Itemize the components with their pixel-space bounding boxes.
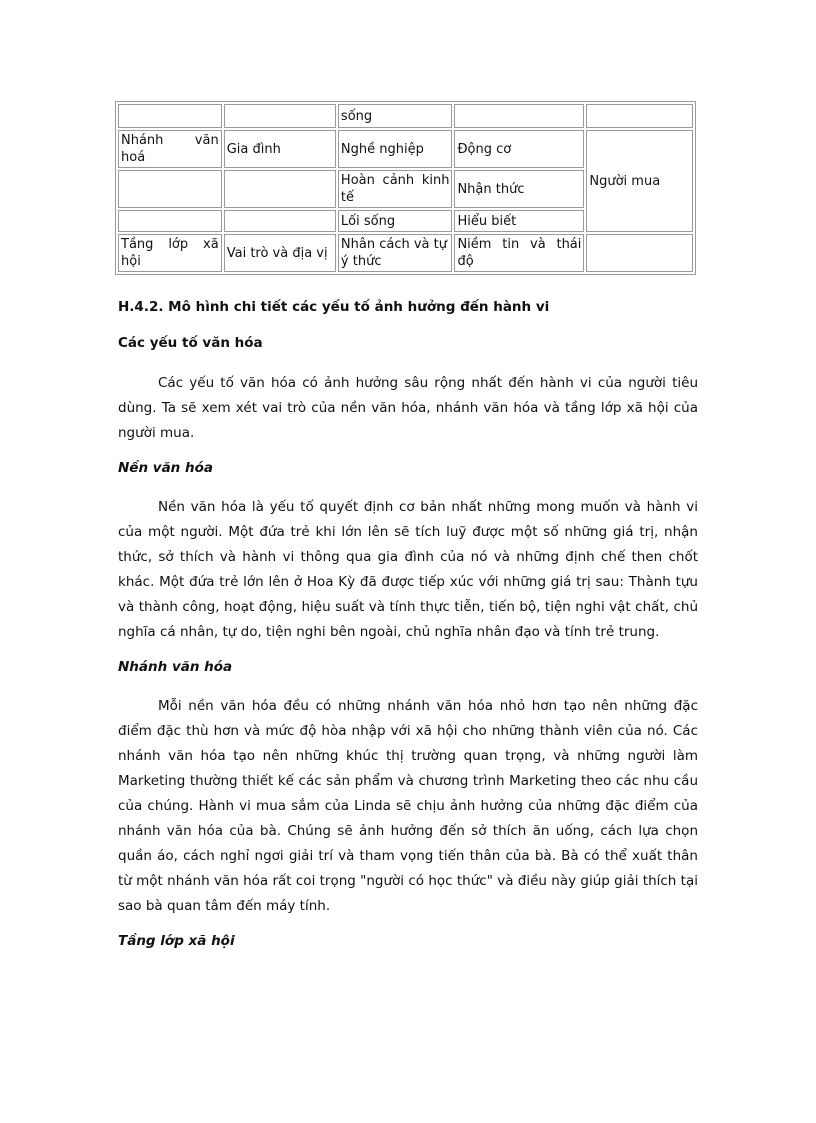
subsection-title: Tầng lớp xã hội — [118, 933, 235, 949]
subsection-title: Nhánh văn hóa — [118, 659, 233, 675]
table-cell: Tầng lớp xã hội — [118, 234, 222, 272]
table-cell: Hiểu biết — [454, 210, 584, 232]
table-cell — [224, 104, 336, 128]
table-cell — [118, 170, 222, 208]
section-title: Các yếu tố văn hóa — [118, 335, 263, 351]
table-cell: Vai trò và địa vị — [224, 234, 336, 272]
table-cell: Gia đình — [224, 130, 336, 168]
table-cell: Nhận thức — [454, 170, 584, 208]
paragraph: Nền văn hóa là yếu tố quyết định cơ bản nhất những mong muốn và hành vi của một người. Một đứa trẻ khi lớn lên sẽ tích luỹ được một số những giá trị, nhận thức, sở thích và hành vi thông qua gia đình của nó và những định chế then chốt khác. Một đứa trẻ lớn lên ở Hoa Kỳ đã được tiếp xúc với những giá trị sau: Thành tựu và thành công, hoạt động, hiệu suất và tính thực tiễn, tiến bộ, tiện nghi vật chất, chủ nghĩa cá nhân, tự do, tiện nghi bên ngoài, chủ nghĩa nhân đạo và tính trẻ trung. — [118, 499, 698, 640]
table-row — [118, 130, 693, 168]
table-cell — [118, 104, 222, 128]
document-page — [118, 101, 698, 951]
table-cell — [118, 210, 222, 232]
table-cell — [224, 210, 336, 232]
figure-caption: H.4.2. Mô hình chi tiết các yếu tố ảnh hưởng đến hành vi — [118, 299, 550, 315]
paragraph: Các yếu tố văn hóa có ảnh hưởng sâu rộng nhất đến hành vi của người tiêu dùng. Ta sẽ xem xét vai trò của nền văn hóa, nhánh văn hóa và tầng lớp xã hội của người mua. — [118, 375, 698, 441]
table-cell: Động cơ — [454, 130, 584, 168]
table-cell: Nhánh văn hoá — [118, 130, 222, 168]
table-row — [118, 234, 693, 272]
table-cell-buyer: Người mua — [586, 130, 693, 232]
factors-table — [115, 101, 696, 275]
subsection-title: Nền văn hóa — [118, 460, 213, 476]
paragraph: Mỗi nền văn hóa đều có những nhánh văn hóa nhỏ hơn tạo nên những đặc điểm đặc thù hơn và mức độ hòa nhập với xã hội cho những thành viên của nó. Các nhánh văn hóa tạo nên những khúc thị trường quan trọng, và những người làm Marketing thường thiết kế các sản phẩm và chương trình Marketing theo các nhu cầu của chúng. Hành vi mua sắm của Linda sẽ chịu ảnh hưởng của những đặc điểm của nhánh văn hóa của bà. Chúng sẽ ảnh hưởng đến sở thích ăn uống, cách lựa chọn quần áo, cách nghỉ ngơi giải trí và tham vọng tiến thân của bà. Bà có thể xuất thân từ một nhánh văn hóa rất coi trọng "người có học thức" và điều này giúp giải thích tại sao bà quan tâm đến máy tính. — [118, 698, 698, 914]
table-cell — [586, 234, 693, 272]
table-cell — [586, 104, 693, 128]
table-cell: sống — [338, 104, 453, 128]
table-cell — [454, 104, 584, 128]
table-cell: Lối sống — [338, 210, 453, 232]
table-cell: Nhân cách và tự ý thức — [338, 234, 453, 272]
table-cell: Niềm tin và thái độ — [454, 234, 584, 272]
table-row — [118, 104, 693, 128]
table-cell — [224, 170, 336, 208]
table-cell: Hoàn cảnh kinh tế — [338, 170, 453, 208]
table-cell: Nghề nghiệp — [338, 130, 453, 168]
